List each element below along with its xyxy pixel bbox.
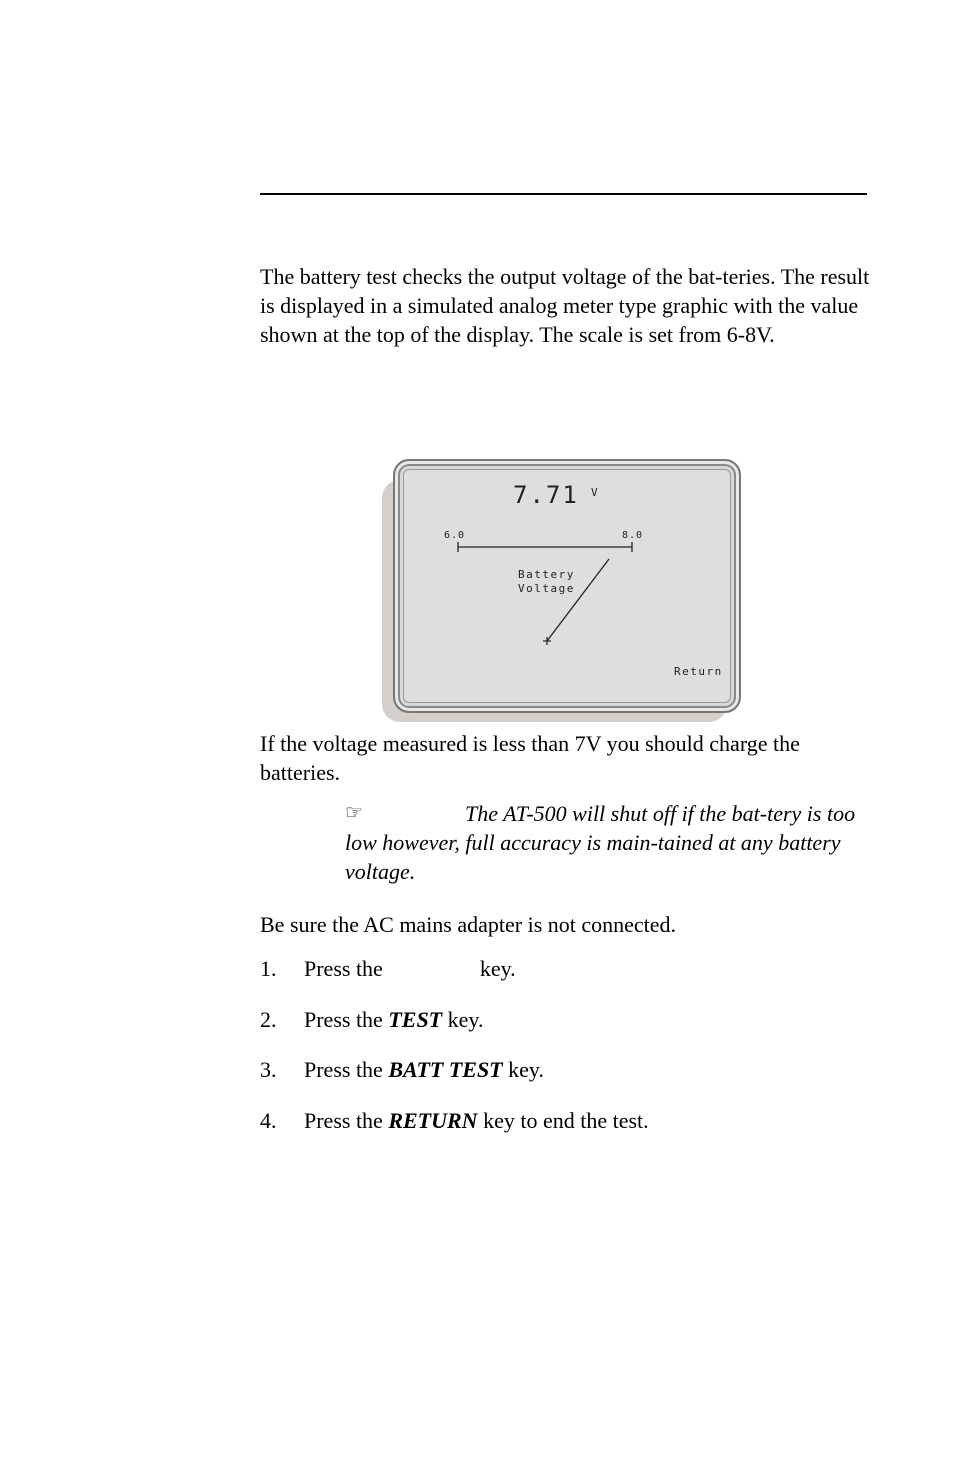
scale-min-label: 6.0 — [444, 530, 466, 541]
note-text: The AT-500 will shut off if the bat-tery is too low however, full accuracy is main-tained at any battery voltage. — [345, 801, 856, 884]
voltage-reading: 7.71 — [513, 481, 579, 509]
header-rule — [260, 193, 867, 195]
step-body — [304, 1106, 649, 1135]
step-pre: Press the — [304, 956, 383, 981]
step-number: 4. — [260, 1108, 277, 1133]
voltage-unit: V — [591, 486, 598, 499]
pointing-hand-icon: ☞ — [345, 802, 363, 824]
display-screen — [395, 461, 743, 715]
scale-max-label: 8.0 — [622, 530, 644, 541]
step-post: key to end the test. — [483, 1108, 649, 1133]
adapter-instruction: Be sure the AC mains adapter is not connected. — [260, 912, 677, 937]
step-post: key. — [447, 1007, 484, 1032]
return-softkey: Return — [674, 665, 723, 678]
key-name: BATT TEST — [388, 1057, 503, 1082]
step-pre: Press the — [304, 1108, 383, 1133]
step-post: key. — [479, 956, 516, 981]
step-number: 3. — [260, 1057, 277, 1082]
intro-paragraph: The battery test checks the output voltage of the bat-teries. The result is displayed in a simulated analog meter type graphic with the value shown at the top of the display. The scale is set from 6-8V. — [260, 264, 870, 347]
after-display-paragraph: If the voltage measured is less than 7V you should charge the batteries. — [260, 731, 800, 785]
key-name: TEST — [388, 1007, 443, 1032]
step-body — [304, 1055, 544, 1084]
step-body — [304, 1005, 483, 1034]
key-name: RETURN — [388, 1108, 478, 1133]
step-pre: Press the — [304, 1007, 383, 1032]
step-pre: Press the — [304, 1057, 383, 1082]
meter-label-line2: Voltage — [518, 582, 575, 595]
step-body — [304, 954, 516, 983]
step-number: 1. — [260, 956, 277, 981]
step-post: key. — [508, 1057, 544, 1082]
meter-label-line1: Battery — [518, 568, 575, 581]
step-number: 2. — [260, 1007, 277, 1032]
note-block — [345, 799, 865, 886]
battery-test-display — [393, 459, 741, 713]
